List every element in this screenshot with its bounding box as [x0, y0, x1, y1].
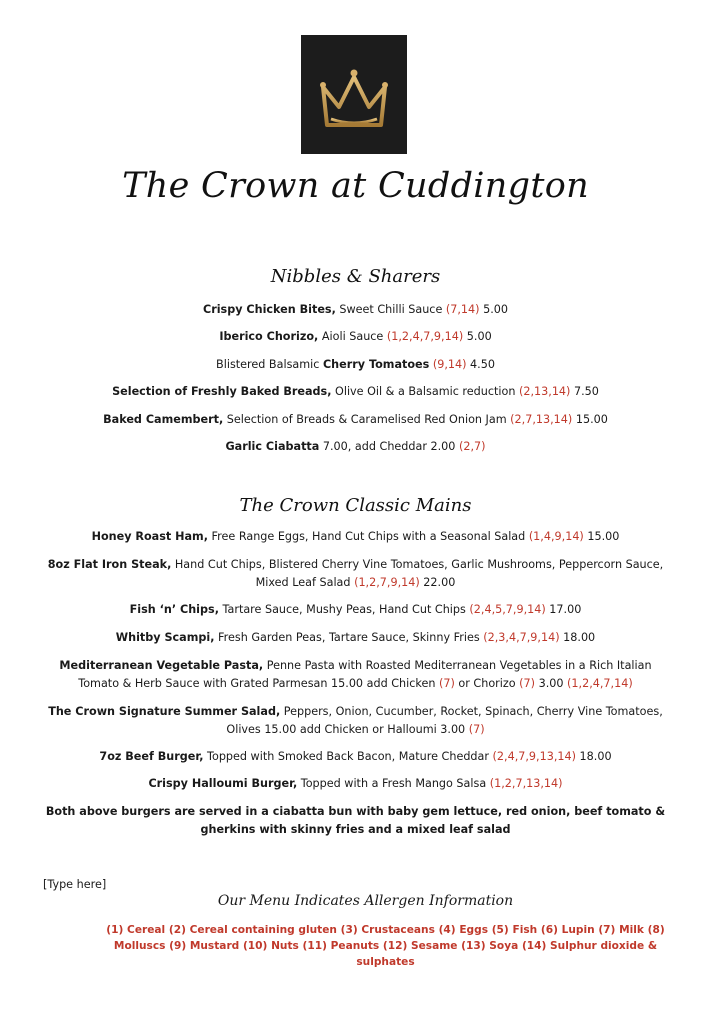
- menu-item: 8oz Flat Iron Steak, Hand Cut Chips, Blistered Cherry Vine Tomatoes, Garlic Mushrooms, Peppercorn Sauce, Mixed Leaf Salad (1,2,7,9,14) 22.00: [47, 558, 664, 589]
- restaurant-logo: [301, 35, 407, 154]
- menu-item: Fish ‘n’ Chips, Tartare Sauce, Mushy Peas, Hand Cut Chips (2,4,5,7,9,14) 17.00: [129, 603, 582, 616]
- page-title: The Crown at Cuddington: [122, 166, 589, 206]
- menu-item: The Crown Signature Summer Salad, Peppers, Onion, Cucumber, Rocket, Spinach, Cherry Vine Tomatoes, Olives 15.00 add Chicken or Halloumi 3.00 (7): [48, 705, 663, 736]
- section-title-mains: The Crown Classic Mains: [239, 495, 472, 516]
- allergen-list: (1) Cereal (2) Cereal containing gluten (3) Crustaceans (4) Eggs (5) Fish (6) Lupin (7) Milk (8) Molluscs (9) Mustard (10) Nuts (11) Peanuts (12) Sesame (13) Soya (14) Sulphur dioxide & sulphates: [106, 924, 665, 968]
- menu-item: Iberico Chorizo, Aioli Sauce (1,2,4,7,9,14) 5.00: [219, 330, 492, 343]
- crown-icon: [301, 35, 407, 154]
- menu-item: Crispy Chicken Bites, Sweet Chilli Sauce (7,14) 5.00: [202, 303, 508, 316]
- menu-item: 7oz Beef Burger, Topped with Smoked Back Bacon, Mature Cheddar (2,4,7,9,13,14) 18.00: [99, 750, 612, 763]
- section-title-nibbles: Nibbles & Sharers: [270, 266, 441, 287]
- menu-item: Crispy Halloumi Burger, Topped with a Fresh Mango Salsa (1,2,7,13,14): [148, 777, 563, 790]
- menu-item: Garlic Ciabatta 7.00, add Cheddar 2.00 (2,7): [225, 440, 486, 453]
- menu-item: Mediterranean Vegetable Pasta, Penne Pasta with Roasted Mediterranean Vegetables in a Rich Italian Tomato & Herb Sauce with Grated Parmesan 15.00 add Chicken (7) or Chorizo (7) 3.00 (1,2,4,7,14): [59, 659, 652, 690]
- placeholder-text: [Type here]: [43, 878, 107, 891]
- menu-item: Baked Camembert, Selection of Breads & Caramelised Red Onion Jam (2,7,13,14) 15.00: [103, 413, 608, 426]
- menu-item: Whitby Scampi, Fresh Garden Peas, Tartare Sauce, Skinny Fries (2,3,4,7,9,14) 18.00: [115, 631, 596, 644]
- menu-item: Blistered Balsamic Cherry Tomatoes (9,14) 4.50: [216, 358, 495, 371]
- menu-item: Selection of Freshly Baked Breads, Olive Oil & a Balsamic reduction (2,13,14) 7.50: [112, 385, 599, 398]
- burger-note: Both above burgers are served in a ciabatta bun with baby gem lettuce, red onion, beef tomato & gherkins with skinny fries and a mixed leaf salad: [45, 805, 666, 836]
- menu-item: Honey Roast Ham, Free Range Eggs, Hand Cut Chips with a Seasonal Salad (1,4,9,14) 15.00: [91, 530, 620, 543]
- allergen-title: Our Menu Indicates Allergen Information: [217, 893, 514, 909]
